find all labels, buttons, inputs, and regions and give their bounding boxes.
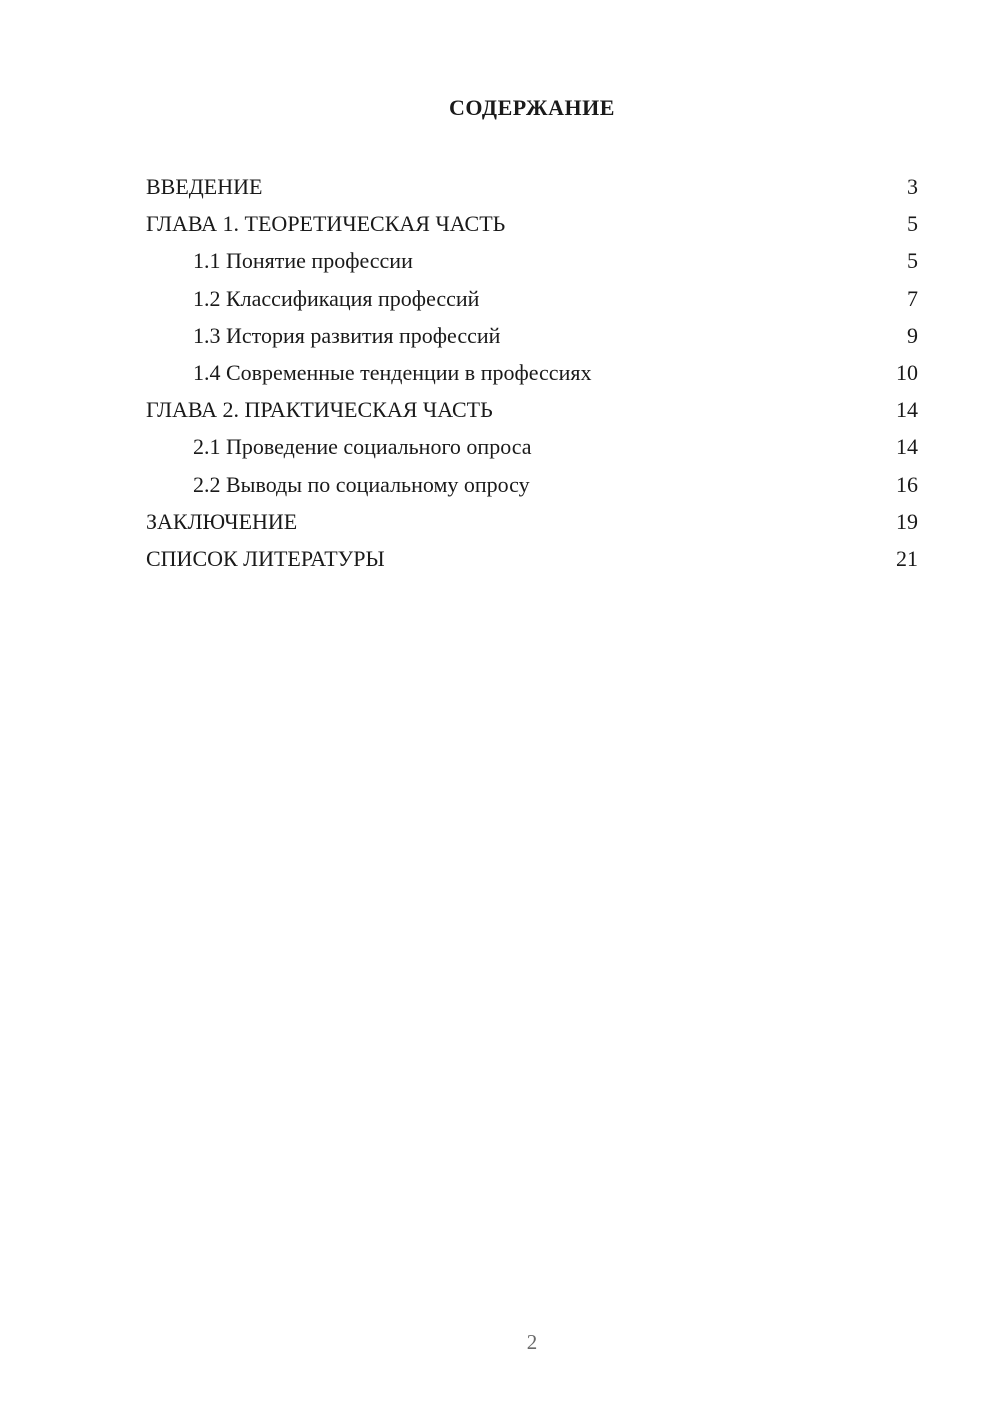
toc-entry-label: 1.1 Понятие профессии	[193, 248, 413, 274]
toc-entry-label: 1.4 Современные тенденции в профессиях	[193, 359, 592, 385]
toc-entry-page-number: 21	[896, 545, 918, 571]
toc-entry-page-number: 19	[896, 508, 918, 534]
table-of-contents	[146, 168, 918, 577]
toc-entry-label: ГЛАВА 1. ТЕОРЕТИЧЕСКАЯ ЧАСТЬ	[146, 211, 506, 237]
toc-entry-page-number: 3	[907, 174, 918, 199]
toc-entry	[146, 317, 918, 354]
toc-entry	[146, 280, 918, 317]
toc-entry	[146, 428, 918, 465]
toc-entry-label: 2.1 Проведение социального опроса	[193, 434, 532, 460]
toc-entry-label: ЗАКЛЮЧЕНИЕ	[146, 508, 298, 534]
toc-entry	[146, 354, 918, 391]
toc-entry-page-number: 7	[907, 285, 918, 311]
toc-entry-page-number: 16	[896, 471, 918, 497]
toc-entry-page-number: 9	[907, 322, 918, 348]
toc-entry-page-number: 5	[907, 211, 918, 237]
footer-page-number: 2	[526, 1330, 538, 1354]
page-title: СОДЕРЖАНИЕ	[449, 95, 615, 120]
toc-entry	[146, 503, 918, 540]
toc-entry	[146, 540, 918, 577]
toc-entry-label: ГЛАВА 2. ПРАКТИЧЕСКАЯ ЧАСТЬ	[146, 397, 493, 423]
toc-entry	[146, 466, 918, 503]
page-content	[0, 0, 1000, 577]
toc-entry-page-number: 5	[907, 248, 918, 274]
toc-entry-page-number: 14	[896, 397, 918, 423]
toc-entry-label: ВВЕДЕНИЕ	[146, 174, 263, 199]
toc-entry	[146, 242, 918, 279]
toc-entry	[146, 391, 918, 428]
toc-entry-label: 2.2 Выводы по социальному опросу	[193, 471, 530, 497]
toc-entry-label: 1.2 Классификация профессий	[193, 285, 480, 311]
toc-entry	[146, 168, 918, 205]
toc-entry-page-number: 14	[896, 434, 918, 460]
toc-entry-label: СПИСОК ЛИТЕРАТУРЫ	[146, 545, 385, 571]
toc-entry	[146, 205, 918, 242]
toc-entry-page-number: 10	[896, 359, 918, 385]
toc-entry-label: 1.3 История развития профессий	[193, 322, 501, 348]
